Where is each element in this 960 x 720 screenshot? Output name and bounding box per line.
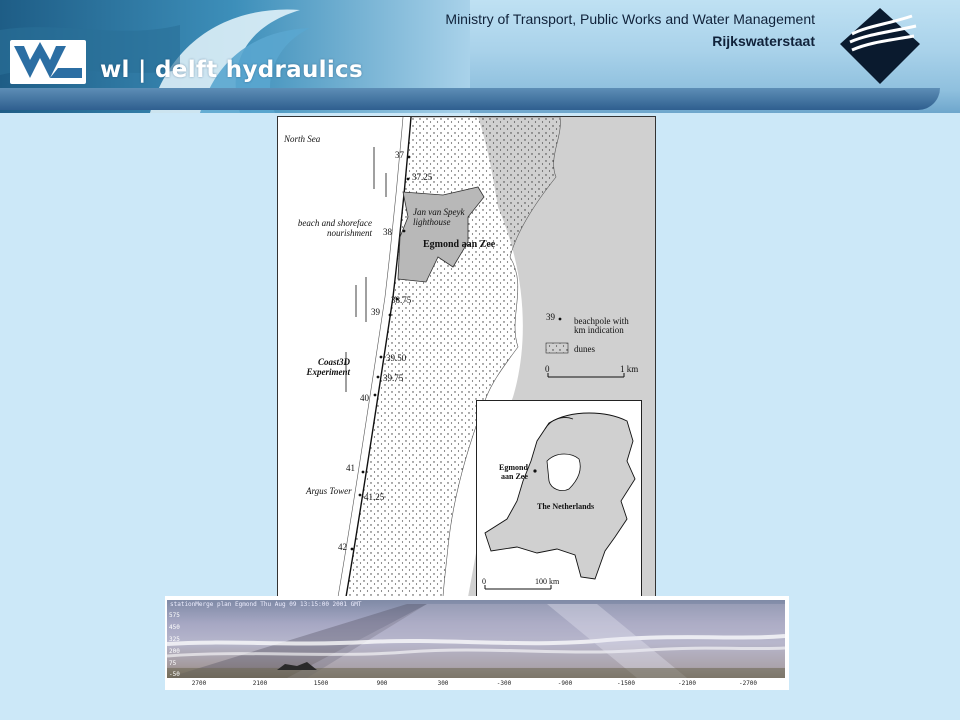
north-sea-label: North Sea — [284, 134, 321, 144]
panorama-x-tick: 300 — [437, 680, 449, 687]
beachpole-label: 39 — [371, 307, 380, 317]
lighthouse-label-line1: Jan van Speyk — [413, 207, 465, 217]
panorama-caption: stationMerge plan Egmond Thu Aug 09 13:15:00 2001 GMT — [170, 601, 362, 608]
netherlands-outline — [477, 401, 641, 597]
inset-town-label-line2: aan Zee — [501, 472, 528, 481]
inset-scale-end: 100 km — [535, 577, 560, 586]
panorama-x-tick: -900 — [557, 680, 573, 687]
legend-pole-number: 39 — [546, 312, 555, 322]
panorama-x-tick: 2700 — [191, 680, 207, 687]
legend-dunes-text: dunes — [574, 344, 595, 354]
ministry-title: Ministry of Transport, Public Works and Water Management — [445, 11, 815, 27]
panorama-x-tick: -2100 — [677, 680, 697, 687]
nourishment-label-line2: nourishment — [327, 228, 372, 238]
wl-logo — [10, 40, 86, 84]
lighthouse-label-line2: lighthouse — [413, 217, 451, 227]
legend-pole-text-line1: beachpole with — [574, 316, 629, 326]
beachpole-label: 41 — [346, 463, 355, 473]
legend-beachpole-dot — [559, 318, 562, 321]
inset-scale-start: 0 — [482, 577, 486, 586]
beachpole-label: 39.50 — [386, 353, 407, 363]
panorama-image — [167, 600, 785, 678]
panorama-x-tick: 2100 — [252, 680, 268, 687]
beachpole-label: 42 — [338, 542, 347, 552]
legend-dunes-swatch — [546, 343, 568, 353]
argus-tower-label: Argus Tower — [306, 486, 352, 496]
panorama-y-tick: 200 — [169, 648, 180, 655]
agency-name: Rijkswaterstaat — [712, 33, 815, 49]
panorama-y-tick: 575 — [169, 612, 180, 619]
beachpole-label: 37 — [395, 150, 404, 160]
panorama-y-tick: 75 — [169, 660, 177, 667]
inset-country-label: The Netherlands — [537, 502, 595, 511]
rijkswaterstaat-logo — [838, 6, 922, 86]
legend-pole-text-line2: km indication — [574, 325, 624, 335]
scale-end-label: 1 km — [620, 364, 639, 374]
experiment-label-line1: Coast3D — [317, 357, 350, 367]
inset-town-label-line1: Egmond — [499, 463, 528, 472]
panorama-y-tick: 325 — [169, 636, 180, 643]
panorama-x-tick: -300 — [496, 680, 512, 687]
egmond-map — [277, 116, 656, 598]
banner-bottom-bar — [0, 88, 940, 110]
scale-start-label: 0 — [545, 364, 550, 374]
nourishment-label-line1: beach and shoreface — [297, 218, 372, 228]
argus-panorama — [165, 596, 789, 690]
beachpole-label: 37.25 — [412, 172, 433, 182]
brand-name: wl | delft hydraulics — [100, 57, 363, 83]
panorama-x-tick: 900 — [376, 680, 388, 687]
beachpole-label: 38 — [383, 227, 392, 237]
panorama-x-tick: -1500 — [616, 680, 636, 687]
beachpole-label: 41.25 — [364, 492, 385, 502]
panorama-x-tick: -2700 — [738, 680, 758, 687]
beachpole-label: 40 — [360, 393, 369, 403]
beachpole-label: 39.75 — [383, 373, 404, 383]
panorama-y-tick: 450 — [169, 624, 180, 631]
beachpole-label: 38.75 — [391, 295, 412, 305]
experiment-label-line2: Experiment — [306, 367, 350, 377]
header-banner — [0, 0, 960, 113]
panorama-y-tick: -50 — [169, 671, 180, 678]
netherlands-inset-map — [476, 400, 642, 598]
panorama-x-axis — [167, 679, 785, 689]
town-label: Egmond aan Zee — [423, 239, 496, 250]
panorama-x-tick: 1500 — [313, 680, 329, 687]
